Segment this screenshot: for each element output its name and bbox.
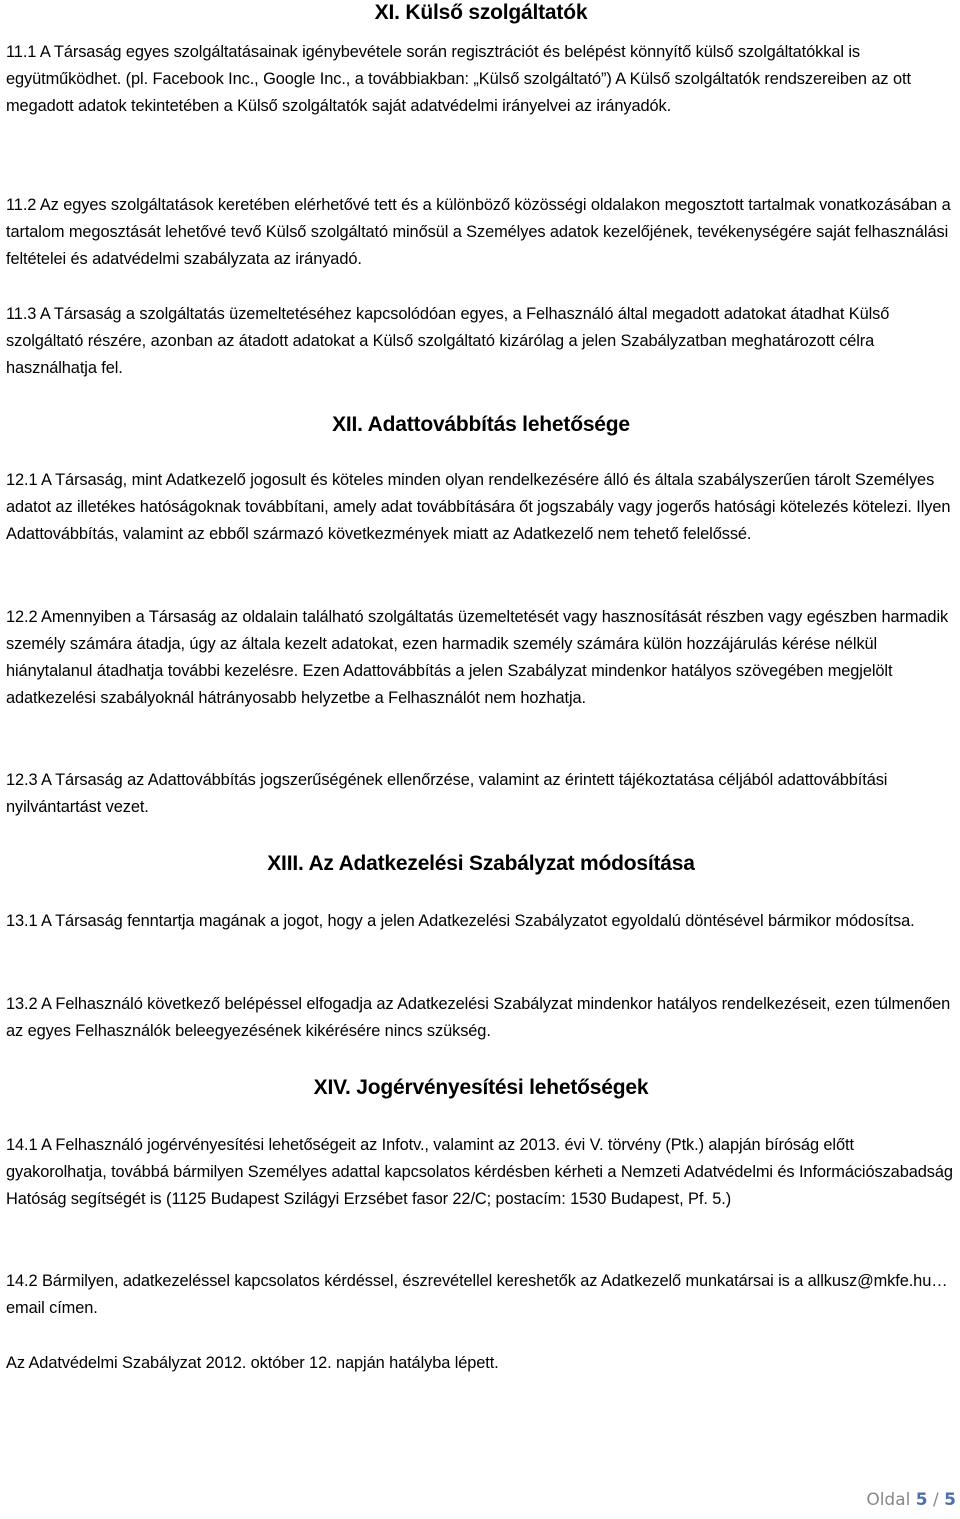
section-heading-xi: XI. Külső szolgáltatók [374,1,588,24]
paragraph-14-2: 14.2 Bármilyen, adatkezeléssel kapcsolatos kérdéssel, észrevétellel kereshetők az Adatkezelő munkatársai is a allkusz@mkfe.hu… email címen. [6,1272,948,1317]
total-page-number: 5 [944,1490,956,1510]
current-page-number: 5 [915,1490,928,1510]
paragraph-11-3: 11.3 A Társaság a szolgáltatás üzemeltetéséhez kapcsolódóan egyes, a Felhasználó által megadott adatokat átadhat Külső szolgáltató részére, azonban az átadott adatokat a Külső szolgáltató kizárólag a jelen Szabályzatban meghatározott célra használhatja fel. [6,305,890,377]
paragraph-14-1: 14.1 A Felhasználó jogérvényesítési lehetőségeit az Infotv., valamint az 2013. évi V. törvény (Ptk.) alapján bíróság előtt gyakorolhatja, továbbá bármilyen Személyes adattal kapcsolatos kérdésben kérheti a Nemzeti Adatvédelmi és Információszabadság Hatóság segítségét is (1125 Budapest Szilágyi Erzsébet fasor 22/C; postacím: 1530 Budapest, Pf. 5.) [6,1136,953,1208]
paragraph-11-2: 11.2 Az egyes szolgáltatások keretében elérhetővé tett és a különböző közösségi oldalakon megosztott tartalmak vonatkozásában a tartalom megosztását lehetővé tevő Külső szolgáltató minősül a Személyes adatok kezelőjének, tevékenységére saját felhasználási feltételei és adatvédelmi szabályzata az irányadó. [6,196,951,268]
effective-date-statement: Az Adatvédelmi Szabályzat 2012. október 12. napján hatályba lépett. [6,1354,499,1372]
page-separator: / [933,1490,939,1510]
section-heading-xiv: XIV. Jogérvényesítési lehetőségek [313,1076,649,1099]
page-label: Oldal [866,1490,911,1510]
paragraph-13-2: 13.2 A Felhasználó következő belépéssel elfogadja az Adatkezelési Szabályzat mindenkor hatályos rendelkezéseit, ezen túlmenően az egyes Felhasználók beleegyezésének kikérésére nincs szükség. [6,995,951,1040]
paragraph-12-3: 12.3 A Társaság az Adattovábbítás jogszerűségének ellenőrzése, valamint az érintett tájékoztatása céljából adattovábbítási nyilvántartást vezet. [6,771,888,816]
section-heading-xiii: XIII. Az Adatkezelési Szabályzat módosítása [267,852,695,875]
page-number-footer [866,1490,956,1510]
paragraph-12-1: 12.1 A Társaság, mint Adatkezelő jogosult és köteles minden olyan rendelkezésére álló és általa szabályszerűen tárolt Személyes adatot az illetékes hatóságoknak továbbítani, amely adat továbbítására őt jogszabály vagy jogerős hatósági kötelezés kötelezi. Ilyen Adattovábbítás, valamint az ebből származó következmények miatt az Adatkezelő nem tehető felelőssé. [6,471,951,543]
section-heading-xii: XII. Adattovábbítás lehetősége [332,413,630,436]
paragraph-12-2: 12.2 Amennyiben a Társaság az oldalain található szolgáltatás üzemeltetését vagy hasznosítását részben vagy egészben harmadik személy számára átadja, úgy az általa kezelt adatokat, ezen harmadik személy számára külön hozzájárulás kérése nélkül hiánytalanul átadhatja további kezelésre. Ezen Adattovábbítás a jelen Szabályzat mindenkor hatályos szövegében megjelölt adatkezelési szabályoknál hátrányosabb helyzetbe a Felhasználót nem hozhatja. [6,608,949,707]
paragraph-13-1: 13.1 A Társaság fenntartja magának a jogot, hogy a jelen Adatkezelési Szabályzatot egyoldalú döntésével bármikor módosítsa. [6,912,915,930]
paragraph-11-1: 11.1 A Társaság egyes szolgáltatásainak igénybevétele során regisztrációt és belépést könnyítő külső szolgáltatókkal is együtműködhet. (pl. Facebook Inc., Google Inc., a továbbiakban: „Külső szolgáltató”) A Külső szolgáltatók rendszereiben az ott megadott adatok tekintetében a Külső szolgáltatók saját adatvédelmi irányelvei az irányadók. [6,43,911,115]
